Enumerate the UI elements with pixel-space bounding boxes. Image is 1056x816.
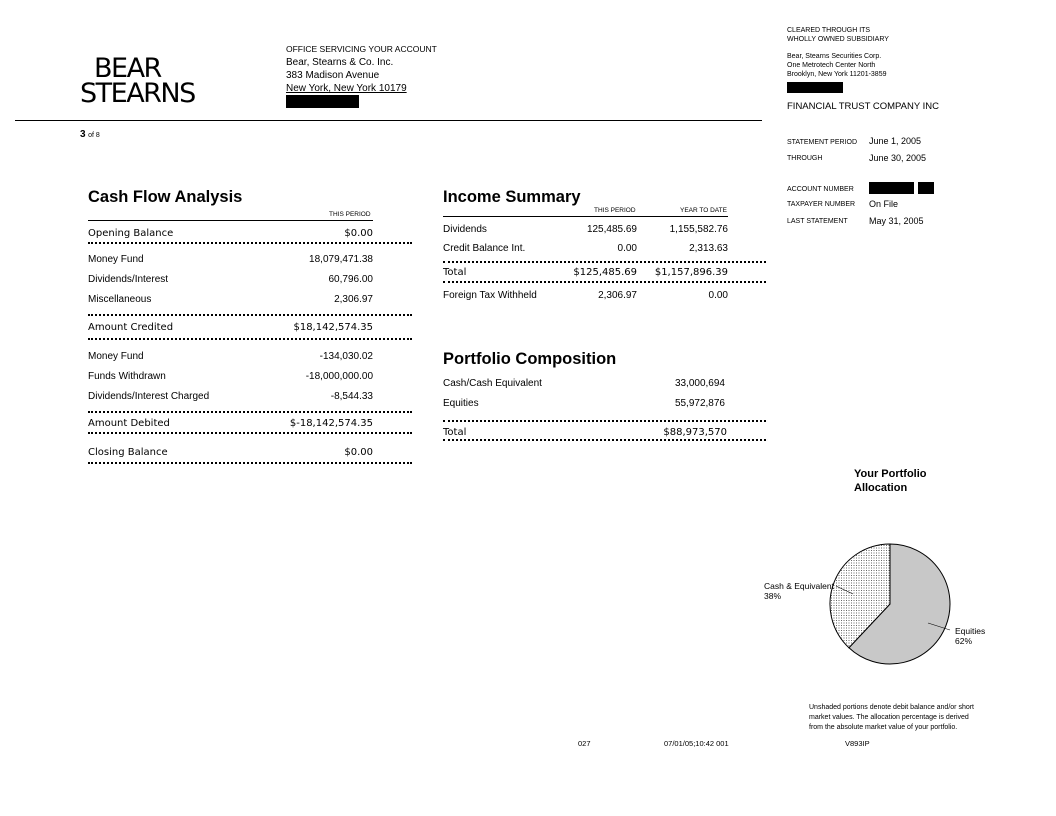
opening-balance-label: Opening Balance xyxy=(88,228,174,239)
credit-row-1-value: 18,079,471.38 xyxy=(309,254,373,265)
debit-row-2-value: -18,000,000.00 xyxy=(305,371,373,382)
equities-slice-label xyxy=(955,626,985,646)
allocation-title-line-1: Your Portfolio xyxy=(854,468,927,480)
equities-percent: 62% xyxy=(955,636,973,646)
redaction-block xyxy=(787,82,843,93)
footer-timestamp: 07/01/05;10:42 001 xyxy=(664,739,729,748)
cash-percent: 38% xyxy=(764,591,782,601)
page-of: of 8 xyxy=(88,132,100,139)
portfolio-row-2-value: 55,972,876 xyxy=(674,398,725,409)
last-statement-value: May 31, 2005 xyxy=(869,216,924,226)
allocation-title-line-2: Allocation xyxy=(854,482,908,494)
cash-flow-col-header: THIS PERIOD xyxy=(329,211,371,218)
income-col-ytd: YEAR TO DATE xyxy=(680,207,727,214)
logo-line-1: BEAR xyxy=(94,53,161,84)
income-row-2-period: 0.00 xyxy=(617,243,637,254)
redaction-block xyxy=(869,182,914,194)
footer-code-2: V893IP xyxy=(845,739,870,748)
office-line-2: 383 Madison Avenue xyxy=(286,70,380,81)
clearing-firm-1: Bear, Stearns Securities Corp. xyxy=(787,53,882,60)
income-row-1-period: 125,485.69 xyxy=(586,224,637,235)
foreign-tax-period: 2,306.97 xyxy=(598,290,637,301)
clearing-line-2: WHOLLY OWNED SUBSIDIARY xyxy=(787,36,889,43)
debit-row-1-value: -134,030.02 xyxy=(319,351,373,362)
header-rule xyxy=(15,120,762,121)
credit-row-3-value: 2,306.97 xyxy=(334,294,373,305)
income-total-label: Total xyxy=(443,267,467,278)
debit-row-2-label: Funds Withdrawn xyxy=(88,371,166,382)
amount-credited-value: $18,142,574.35 xyxy=(293,322,373,333)
dotted-rule xyxy=(88,411,412,413)
clearing-firm-3: Brooklyn, New York 11201-3859 xyxy=(787,71,887,78)
debit-row-3-label: Dividends/Interest Charged xyxy=(88,391,210,402)
foreign-tax-label: Foreign Tax Withheld xyxy=(443,290,537,301)
cash-label: Cash & Equivalent xyxy=(764,581,834,591)
closing-balance-label: Closing Balance xyxy=(88,447,168,458)
cash-slice-label xyxy=(764,581,834,601)
dotted-rule xyxy=(88,462,412,464)
allocation-title xyxy=(854,467,927,495)
credit-row-3-label: Miscellaneous xyxy=(88,294,152,305)
bear-stearns-logo xyxy=(80,53,195,109)
dotted-rule xyxy=(88,432,412,434)
through-label: THROUGH xyxy=(787,155,823,162)
taxpayer-value: On File xyxy=(869,199,899,209)
dotted-rule xyxy=(443,439,766,441)
dotted-rule xyxy=(443,261,766,263)
office-address xyxy=(286,43,437,112)
dotted-rule xyxy=(443,281,766,283)
income-col-this-period: THIS PERIOD xyxy=(594,207,636,214)
page-indicator xyxy=(80,129,100,140)
amount-debited-value: $-18,142,574.35 xyxy=(289,418,373,429)
income-row-2-ytd: 2,313.63 xyxy=(689,243,728,254)
through-value: June 30, 2005 xyxy=(869,153,927,163)
foreign-tax-ytd: 0.00 xyxy=(708,290,728,301)
income-row-1-label: Dividends xyxy=(443,224,487,235)
account-number-label: ACCOUNT NUMBER xyxy=(787,186,854,193)
cash-flow-header-rule xyxy=(88,220,373,221)
logo-line-2: STEARNS xyxy=(80,78,195,109)
amount-debited-label: Amount Debited xyxy=(88,418,170,429)
note-line-2: market values. The allocation percentage is derived xyxy=(809,714,969,721)
dotted-rule xyxy=(88,314,412,316)
credit-row-1-label: Money Fund xyxy=(88,254,144,265)
clearing-info xyxy=(787,26,889,79)
clearing-firm-2: One Metrotech Center North xyxy=(787,62,876,69)
amount-credited-label: Amount Credited xyxy=(88,322,174,333)
taxpayer-label: TAXPAYER NUMBER xyxy=(787,201,856,208)
account-name: FINANCIAL TRUST COMPANY INC xyxy=(787,101,940,112)
income-header-rule xyxy=(443,216,728,217)
statement-period-value: June 1, 2005 xyxy=(869,136,922,146)
closing-balance-value: $0.00 xyxy=(344,447,373,458)
debit-row-1-label: Money Fund xyxy=(88,351,144,362)
portfolio-row-1-label: Cash/Cash Equivalent xyxy=(443,378,542,389)
portfolio-total-value: $88,973,570 xyxy=(663,427,727,438)
allocation-note xyxy=(809,703,974,733)
portfolio-row-2-label: Equities xyxy=(443,398,479,409)
office-line-3: New York, New York 10179 xyxy=(286,83,407,94)
credit-row-2-label: Dividends/Interest xyxy=(88,274,169,285)
statement-period-label: STATEMENT PERIOD xyxy=(787,139,858,146)
opening-balance-value: $0.00 xyxy=(344,228,373,239)
clearing-line-1: CLEARED THROUGH ITS xyxy=(787,27,871,34)
dotted-rule xyxy=(443,420,766,422)
debit-row-3-value: -8,544.33 xyxy=(330,391,373,402)
dotted-rule xyxy=(88,242,412,244)
equities-label: Equities xyxy=(955,626,986,636)
last-statement-label: LAST STATEMENT xyxy=(787,218,848,225)
page-current: 3 xyxy=(80,129,86,140)
income-row-2-label: Credit Balance Int. xyxy=(443,243,526,254)
note-line-1: Unshaded portions denote debit balance and/or short xyxy=(809,704,975,711)
redaction-block xyxy=(286,95,359,108)
income-total-ytd: $1,157,896.39 xyxy=(654,267,728,278)
footer-code-1: 027 xyxy=(578,739,591,748)
redaction-block xyxy=(918,182,934,194)
office-line-1: Bear, Stearns & Co. Inc. xyxy=(286,57,394,68)
portfolio-composition-title: Portfolio Composition xyxy=(443,350,617,368)
portfolio-total-label: Total xyxy=(443,427,467,438)
income-row-1-ytd: 1,155,582.76 xyxy=(669,224,728,235)
cash-flow-title: Cash Flow Analysis xyxy=(88,188,243,206)
allocation-pie-chart xyxy=(756,540,996,670)
dotted-rule xyxy=(88,338,412,340)
portfolio-row-1-value: 33,000,694 xyxy=(674,378,725,389)
income-summary-title: Income Summary xyxy=(443,188,581,206)
note-line-3: from the absolute market value of your portfolio. xyxy=(809,724,958,731)
income-total-period: $125,485.69 xyxy=(573,267,637,278)
credit-row-2-value: 60,796.00 xyxy=(328,274,373,285)
office-heading: OFFICE SERVICING YOUR ACCOUNT xyxy=(286,44,437,54)
